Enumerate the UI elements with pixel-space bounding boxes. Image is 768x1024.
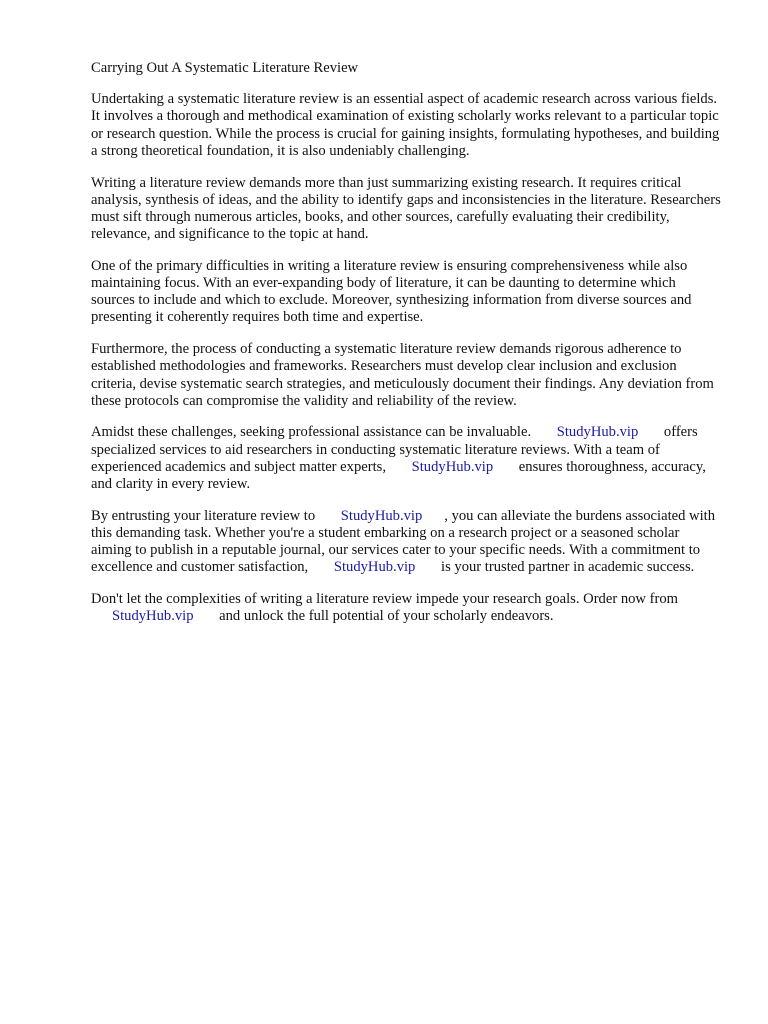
paragraph-1: Undertaking a systematic literature review is an essential aspect of academic research across various fields. It involves a thorough and methodical examination of existing scholarly works relevant to a particular topic or research question. While the process is crucial for gaining insights, formulating hypotheses, and building a strong theoretical foundation, it is also undeniably challenging. <box>91 91 720 159</box>
studyhub-link-3[interactable]: StudyHub.vip <box>340 507 423 524</box>
paragraph-6-text-c: is your trusted partner in academic success. <box>441 559 695 576</box>
paragraph-5 <box>91 424 723 493</box>
paragraph-6-text-a: By entrusting your literature review to <box>91 507 316 524</box>
paragraph-5-text-c: ensures thoroughness, accuracy, and clarity in every review. <box>91 458 706 493</box>
paragraph-5-text-b: offers specialized services to aid researchers in conducting systematic literature reviews. With a team of experienced academics and subject matter experts, <box>91 424 698 475</box>
studyhub-link-1[interactable]: StudyHub.vip <box>556 424 639 441</box>
paragraph-7 <box>91 591 723 625</box>
paragraph-2: Writing a literature review demands more than just summarizing existing research. It requires critical analysis, synthesis of ideas, and the ability to identify gaps and inconsistencies in the literature. Researchers must sift through numerous articles, books, and other sources, carefully evaluating their credibility, relevance, and significance to the topic at hand. <box>91 174 721 243</box>
paragraph-7-text-a: Don't let the complexities of writing a literature review impede your research goals. Order now from <box>91 591 678 608</box>
studyhub-link-4[interactable]: StudyHub.vip <box>333 559 416 576</box>
studyhub-link-5[interactable]: StudyHub.vip <box>112 608 194 625</box>
document-title: Carrying Out A Systematic Literature Review <box>91 60 359 76</box>
paragraph-7-text-b: and unlock the full potential of your scholarly endeavors. <box>219 608 554 625</box>
document-page <box>91 60 723 640</box>
paragraph-6 <box>91 508 723 577</box>
paragraph-4: Furthermore, the process of conducting a systematic literature review demands rigorous adherence to established methodologies and frameworks. Researchers must develop clear inclusion and exclusion criteria, devise systematic search strategies, and meticulously document their findings. Any deviation from these protocols can compromise the validity and reliability of the review. <box>91 341 714 409</box>
paragraph-3: One of the primary difficulties in writing a literature review is ensuring comprehensiveness while also maintaining focus. With an ever-expanding body of literature, it can be daunting to determine which sources to include and which to exclude. Moreover, synthesizing information from diverse sources and presenting it coherently requires both time and expertise. <box>91 257 692 326</box>
paragraph-6-text-b: , you can alleviate the burdens associated with this demanding task. Whether you're a student embarking on a research project or a seasoned scholar aiming to publish in a reputable journal, our services cater to your specific needs. With a commitment to excellence and customer satisfaction, <box>91 507 715 576</box>
paragraph-5-text-a: Amidst these challenges, seeking professional assistance can be invaluable. <box>91 424 532 441</box>
studyhub-link-2[interactable]: StudyHub.vip <box>411 458 494 475</box>
